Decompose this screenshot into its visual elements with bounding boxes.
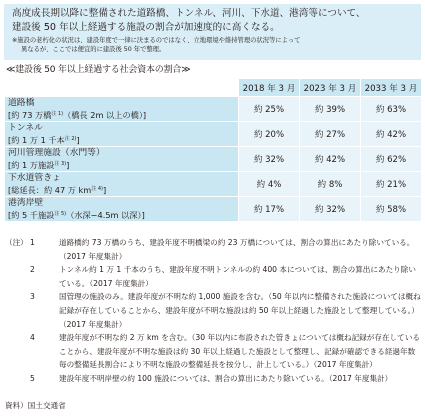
- column-header: 2018 年 3 月: [239, 79, 300, 97]
- intro-line: 建設後 50 年以上経過する施設の割合が加速度的に高くなる。: [12, 22, 280, 33]
- footnote-ref: 注 1): [51, 110, 64, 117]
- table-cell: 約 63%: [361, 97, 422, 122]
- table-header-row: [5, 79, 422, 97]
- column-header: 2033 年 3 月: [361, 79, 422, 97]
- row-label: [5, 97, 239, 122]
- footnote-item: [5, 290, 421, 331]
- footnote-text: 国管理の施設のみ。建設年度が不明な約 1,000 施設を含む。（50 年以内に整備された施設については概ね記録が存在していることから、建設年度が不明な施設は約 50 年以上経過した施設として整理している。）（2017 年度集計）: [59, 292, 421, 329]
- aging-infrastructure-table: [4, 78, 422, 222]
- intro-note-line: ※施設の老朽化の状況は、建設年度で一律に決まるのではなく、立地環境や維持管理の状況等によって: [12, 37, 301, 44]
- footnote-number: 5: [30, 373, 35, 383]
- footnote-item: [5, 331, 421, 372]
- table-cell: 約 27%: [300, 122, 361, 147]
- intro-note: [12, 36, 415, 54]
- footnote-item: [5, 236, 421, 263]
- footnote-text: 建設年度が不明な約 2 万 km を含む。（30 年以内に布設された管きょについては概ね記録が存在していることから、建設年度が不明な施設は約 30 年以上経過した施設として整理し、記録が確認できる経過年数毎の整備延長割合により不明な施設の整備延長を按分し、計上している。）（2017 年度集計）: [59, 333, 420, 370]
- table-cell: 約 17%: [239, 197, 300, 222]
- table-row: [5, 172, 422, 197]
- table-cell: 約 58%: [361, 197, 422, 222]
- footnote-ref: 注 5): [54, 210, 67, 217]
- facility-detail: [約 5 千施設$^{注 5)}$（水深−4.5m 以深）]: [8, 209, 145, 220]
- row-label: [5, 122, 239, 147]
- footnote-ref: 注 3): [54, 160, 67, 167]
- footnote-number: 4: [30, 333, 35, 343]
- table-cell: 約 42%: [361, 122, 422, 147]
- footnotes-label: （注）: [5, 238, 28, 247]
- facility-detail: [約 73 万橋$^{注 1)}$（橋長 2m 以上の橋）]: [8, 109, 147, 120]
- table-cell: 約 42%: [300, 147, 361, 172]
- row-label: [5, 147, 239, 172]
- intro-line: 高度成長期以降に整備された道路橋、トンネル、河川、下水道、港湾等について、: [12, 8, 366, 19]
- facility-detail: [総延長：約 47 万 $km^{注 4)}$]: [8, 184, 107, 195]
- intro-note-line: 異なるが、ここでは便宜的に建設後 50 年で整理。: [21, 46, 166, 53]
- facility-name: 下水道管きょ: [8, 172, 61, 183]
- facility-name: 道路橋: [8, 97, 35, 108]
- footnote-number: 1: [30, 238, 35, 247]
- facility-name: トンネル: [8, 122, 43, 133]
- table-row: [5, 97, 422, 122]
- facility-name: 港湾岸壁: [8, 197, 44, 208]
- row-label: [5, 172, 239, 197]
- footnote-item: [5, 263, 421, 290]
- table-cell: 約 8%: [300, 172, 361, 197]
- column-header: 2023 年 3 月: [300, 79, 361, 97]
- table-cell: 約 4%: [239, 172, 300, 197]
- table-cell: 約 39%: [300, 97, 361, 122]
- footnote-item: [5, 372, 421, 386]
- table-row: [5, 197, 422, 222]
- intro-box: [4, 4, 421, 60]
- footnote-text: 建設年度不明岸壁の約 100 施設については、割合の算出にあたり除いている。（2017 年度集計）: [59, 373, 393, 383]
- facility-detail: [約 1 万施設$^{注 3)}$]: [8, 159, 70, 170]
- table-cell: 約 20%: [239, 122, 300, 147]
- table-cell: 約 25%: [239, 97, 300, 122]
- table-title: ≪建設後 50 年以上経過する社会資本の割合≫: [6, 65, 191, 75]
- footnote-number: 3: [30, 292, 35, 302]
- intro-text: [12, 7, 415, 35]
- table-row: [5, 122, 422, 147]
- footnote-text: 道路橋約 73 万橋のうち、建設年度不明橋梁の約 23 万橋については、割合の算出にあたり除いている。（2017 年度集計）: [59, 238, 415, 261]
- footnote-ref: 注 2): [64, 135, 77, 142]
- footnotes: [5, 236, 421, 386]
- table-cell: 約 32%: [239, 147, 300, 172]
- facility-detail: [約 1 万 1 千本$^{注 2)}$]: [8, 134, 80, 145]
- table-cell: 約 62%: [361, 147, 422, 172]
- footnote-number: 2: [30, 265, 35, 275]
- facility-name: 河川管理施設（水門等）: [8, 147, 105, 158]
- row-label: [5, 197, 239, 222]
- footnote-text: トンネル約 1 万 1 千本のうち、建設年度不明トンネルの約 400 本については、割合の算出にあたり除いている。（2017 年度集計）: [59, 265, 416, 288]
- source-credit: 資料）国土交通省: [5, 401, 66, 410]
- table-row: [5, 147, 422, 172]
- header-corner: [5, 79, 239, 97]
- table-cell: 約 32%: [300, 197, 361, 222]
- footnote-ref: 注 4): [91, 185, 103, 192]
- table-cell: 約 21%: [361, 172, 422, 197]
